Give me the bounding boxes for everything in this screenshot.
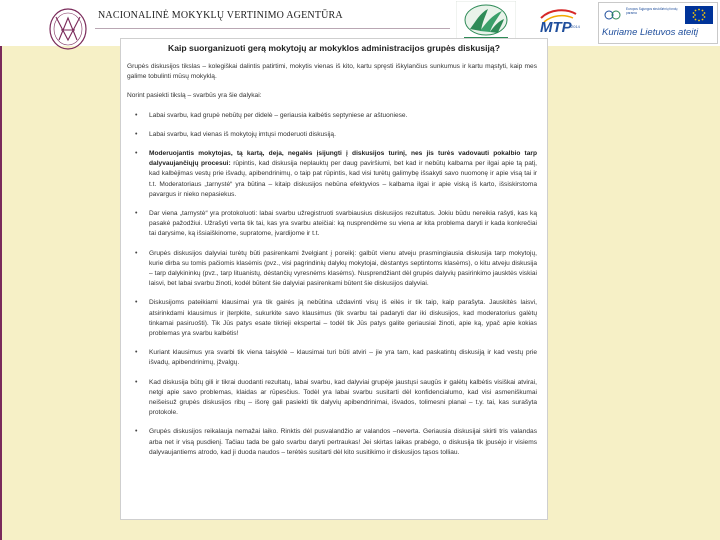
document-content [121, 62, 547, 458]
list-item [127, 298, 537, 339]
list-item-text: Dar viena „tarnystė“ yra protokoluoti: labai svarbu užregistruoti svarbiausius diskusijos rezultatus. Jokiu būdu nereikia rašyti, kas ką pasakė pažodžiui. Užrašyti verta tik tai, kas yra svarbu ateičiai: ką nusprendėme su viena ar kita problema daryti ir kada konkrečiai tai darysime, ką išsiaiškinome, supratome, įvardijome ir t.t. [149, 210, 537, 238]
intro-paragraph: Grupės diskusijos tikslas – kolegiškai dalintis patirtimi, mokytis vienas iš kito, kartu spręsti iškylančius sunkumus ir kartu mąstyti, kaip mes galime tobulinti mūsų mokyklą. [127, 63, 537, 81]
intro-lead: Norint pasiekti tikslą – svarbūs yra šie dalykai: [127, 92, 262, 100]
list-item [127, 427, 537, 458]
ess-logo-icon [456, 1, 516, 43]
mtp-logo-text: MTP [540, 19, 572, 36]
list-item-text: Kuriant klausimus yra svarbi tik viena taisyklė – klausimai turi būti atviri – jie yra tam, kad paskatintų diskusiją ir kad vestų prie išvadų, apibendrinimų, įžvalgų. [149, 349, 537, 367]
list-item [127, 111, 537, 121]
document-title: Kaip suorganizuoti gerą mokytojų ar mokyklos administracijos grupės diskusiją? [168, 43, 500, 53]
eu-fund-caption: Europos Sąjungos struktūrinių fondų parama [626, 7, 678, 15]
list-item-text: Labai svarbu, kad grupė nebūtų per didelė – geriausia kalbėtis septyniese ar aštuoniese. [149, 111, 408, 119]
mtp-logo [538, 6, 586, 40]
list-item [127, 378, 537, 419]
list-item [127, 130, 537, 140]
list-item [127, 348, 537, 368]
list-item-text: Grupės diskusijos dalyviai turėtų būti pasirenkami žvelgiant į poreikį: galbūt vienu atveju prasmingiausia diskusija tarp mokytojų, kurie dirba su tomis pačiomis klasėmis (pvz., visi pagrindinių dalykų mokytojai, dėstantys septintoms klasėms), o kitu atveju diskusija – tarp dalykininkų (pvz., tarp lituanistų, dėstančių vyresnėms klasėms). Nusprendžiant dėl grupės dalyvių pasirinkimo jausktės viskiai laisvi, bet labai svarbu žinoti, kodėl būtent šie dalyviai pasirenkami būtent šie diskusijos dalyviai. [149, 249, 537, 288]
list-item-text: Diskusijoms pateikiami klausimai yra tik gairės ją nebūtina uždavinti visų iš eilės ir tik taip, kaip parašyta. Jauskitės laisvi, atsirinkdami klausimus ir įterpkite, sukurkite savo klausimus (tik svarbu tai padaryti dar iki diskusijos, kad moderatorius galėtų tinkamai pasiruošti). Tik Jūs patys esate tikrieji ekspertai – todėl tik Jūs patys galite geriausiai žinoti, apie ką, ypač apie kokias problemas yra svarbu kalbėtis! [149, 299, 537, 338]
agency-name: NACIONALINĖ MOKYKLŲ VERTINIMO AGENTŪRA [98, 10, 343, 21]
eu-flag-icon [685, 6, 713, 24]
list-item [127, 149, 537, 200]
agency-logo-icon [47, 6, 89, 54]
list-item-text: rūpintis, kad diskusija neplauktų per daug paviršiumi, bet kad ir nebūtų kalbama per ilgai apie tą patį, kad kalbėjimas vestų prie išvadų, apibendrinimų, o taip pat rūpintis, kad visi turėtų galimybę išsakyti savo nuomonę ir apie visą tai ir t.t. Moderatoriaus „tarnystė“ yra būtina – kitaip diskusijos nebūna efektyvios – kalbama ilgai ir apie viską iš karto, išsiskirstoma pavargus ir nieko nepasiekus. [149, 160, 537, 198]
list-item [127, 249, 537, 290]
list-item-text: Labai svarbu, kad vienas iš mokytojų imtųsi moderuoti diskusiją. [149, 130, 336, 138]
eu-slogan: Kuriame Lietuvos ateitį [602, 27, 699, 38]
list-item-text: Grupės diskusijos reikalauja nemažai laiko. Rinktis dėl pusvalandžio ar valandos –neverta. Geriausia diskusijai skirti tris valandas arba net ir visą pusdienį. Tačiau tada be galo svarbu daryti pertraukas! Jei skirtas laikas prabėgo, o diskusija tik įpusėjo ir visiems dalyvaujantiems atrodo, kad ji duoda naudos – terėtės susitarti dėl kito susitikimo ir diskusijos tąsos tolliau. [149, 428, 537, 456]
header-divider [95, 28, 450, 29]
ess-emblem-icon [602, 7, 624, 23]
document-page [120, 38, 548, 520]
mtp-logo-subtext: 2014 [571, 24, 580, 29]
guidelines-list [127, 111, 537, 458]
list-item-text: Kad diskusija būtų gili ir tikrai duodanti rezultatų, labai svarbu, kad dalyviai grupėje jaustųsi saugūs ir galėtų kalbėtis visiškai atvirai, netgi apie savo problemas, klaidas ar rūpesčius. Todėl yra labai svarbu susitarti dėl konfidencialumo, kad visi asmeniškumai neišeisuž grupės diskusijos ribų – išorę gali pasiekti tik dalyvių apibendrinimai, išvados, tolimesni planai – t.y. tai, kas surašyta protokole. [149, 378, 537, 417]
eu-funds-logo [598, 2, 718, 44]
list-item [127, 209, 537, 240]
left-accent-bar [0, 0, 2, 540]
list-item-bold: Moderuojantis mokytojas, tą kartą, deja, negalės įsijungti į diskusijos turinį, nes jis turės vadovauti pokalbio tarp dalyvaujančiųjų procesui: [149, 150, 537, 168]
